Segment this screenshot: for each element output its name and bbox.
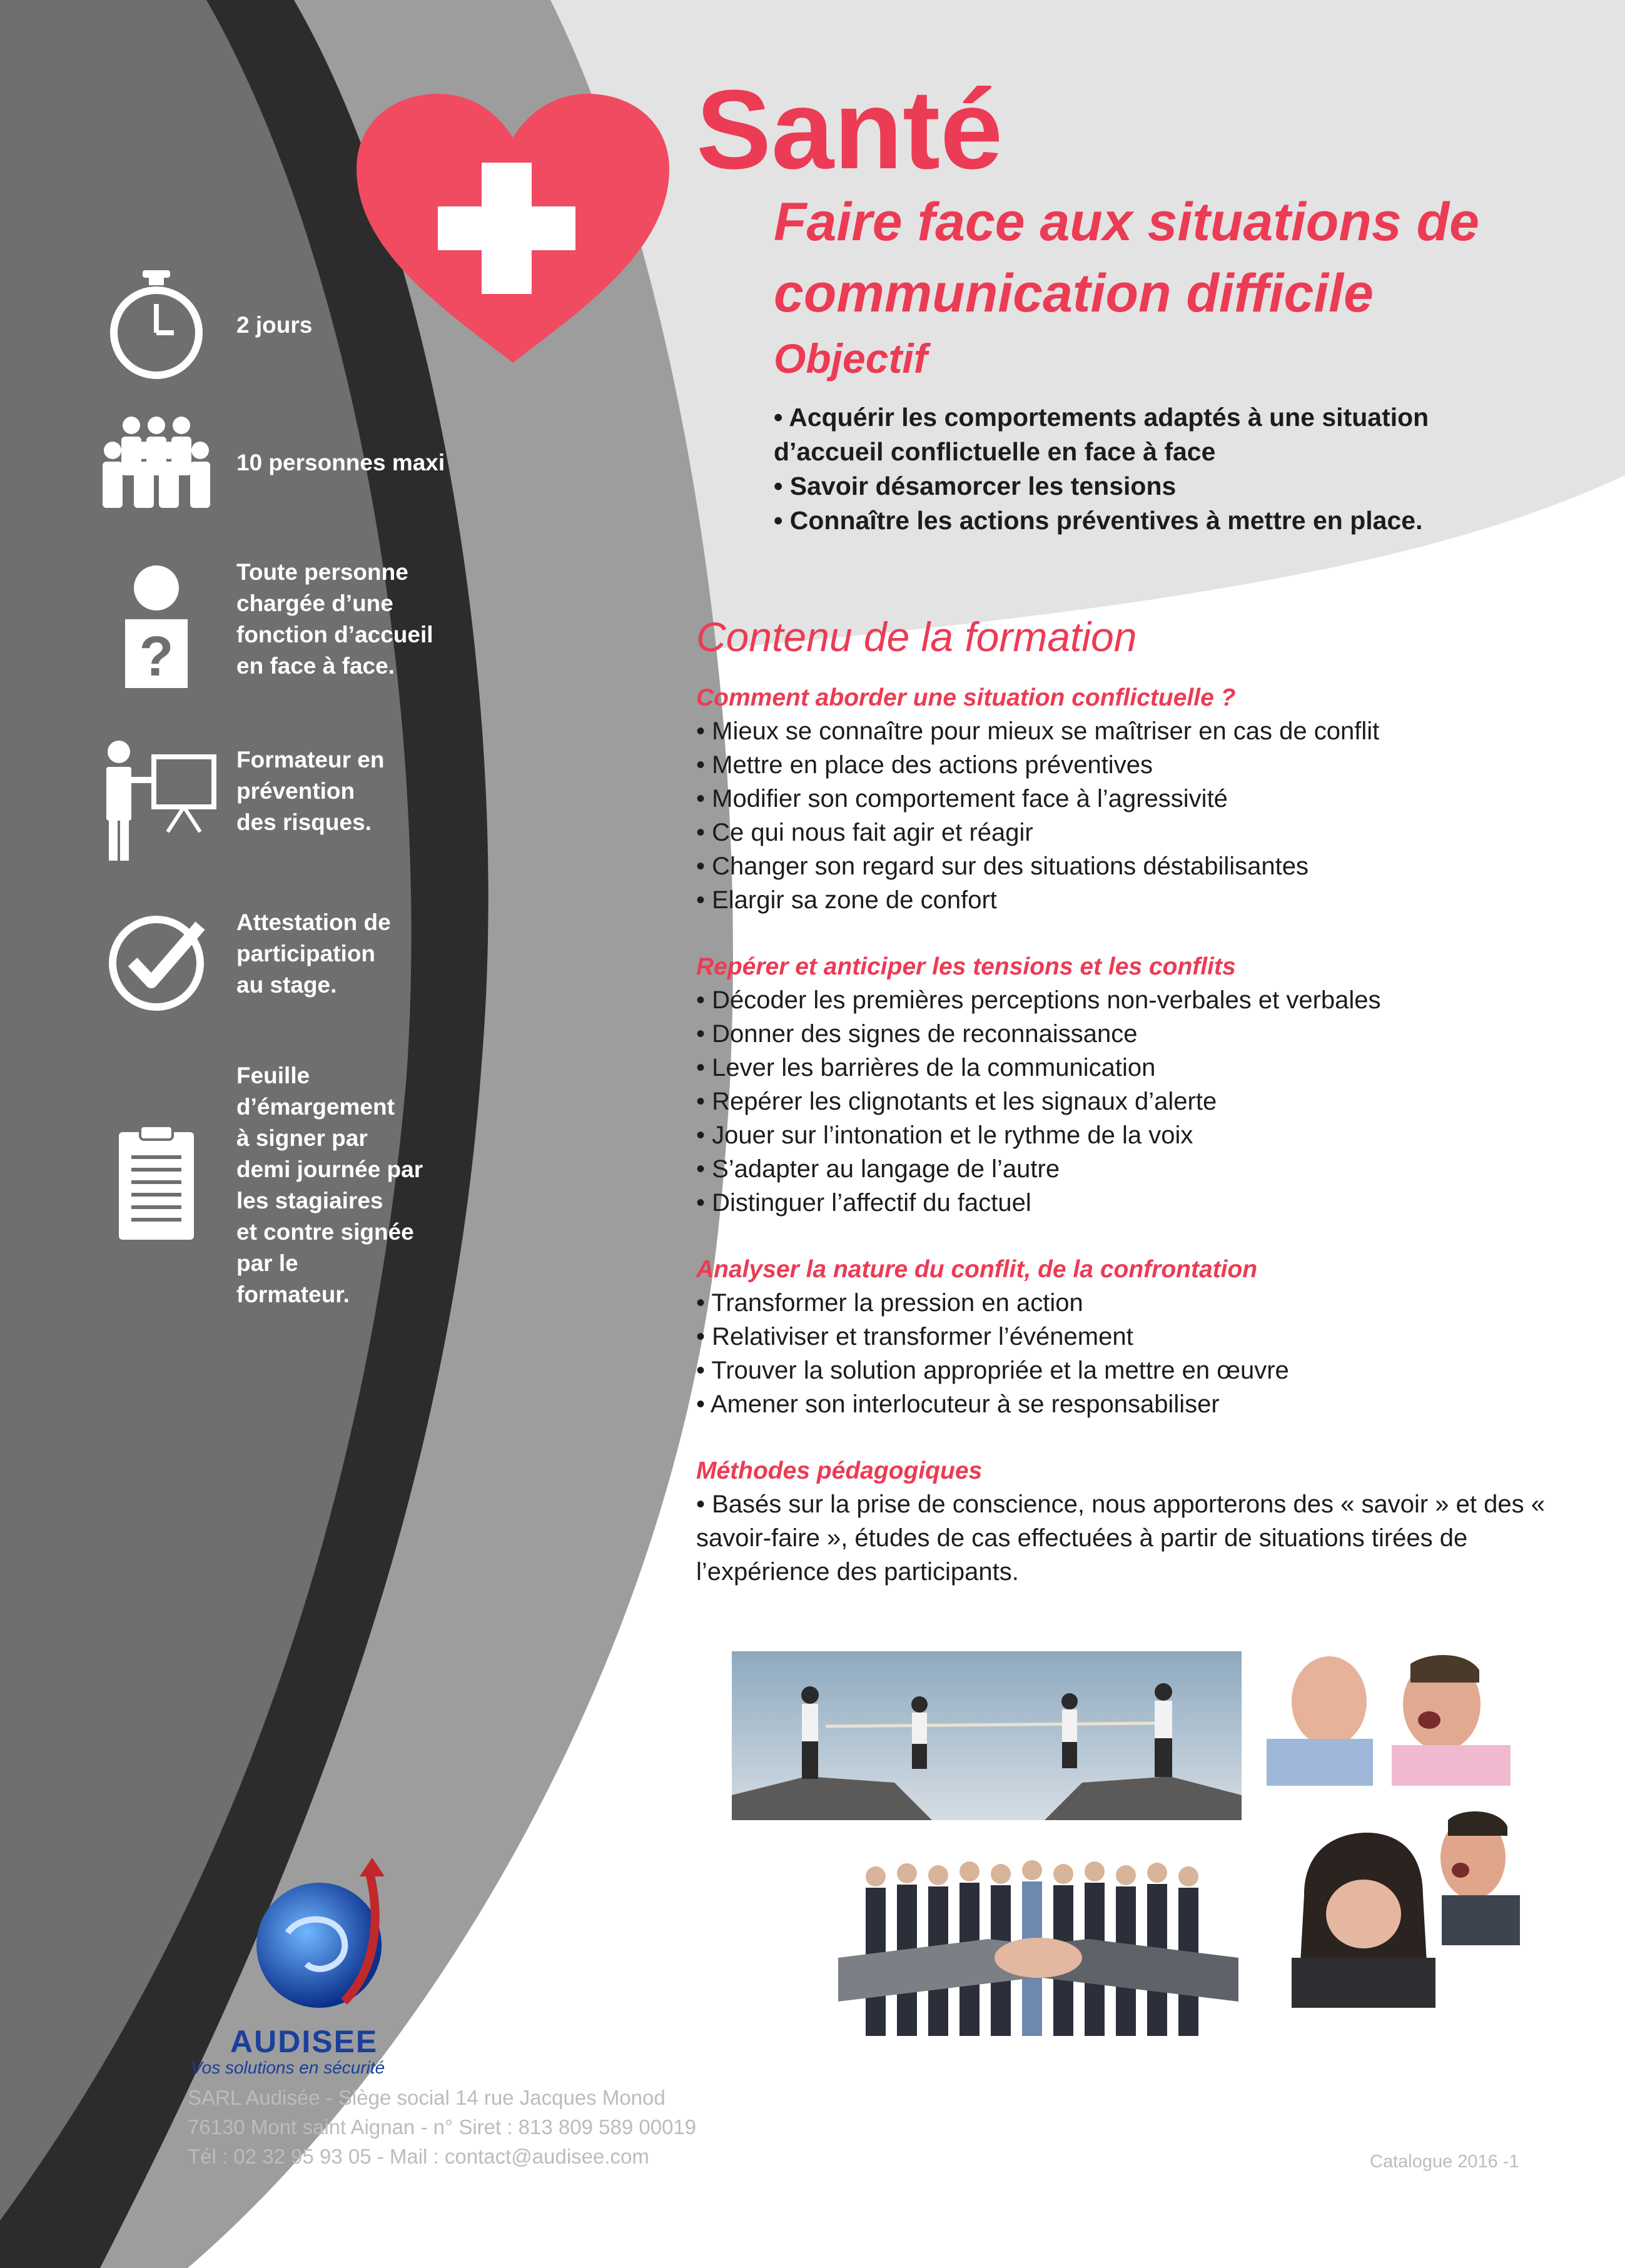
brand-tagline: Vos solutions en sécurité xyxy=(191,2058,385,2077)
content-heading: Contenu de la formation xyxy=(696,614,1137,660)
page-title: Santé xyxy=(696,67,1003,193)
brand-name: AUDISEE xyxy=(230,2024,378,2059)
attendance-text: Feuille d’émargement à signer par demi journée par les stagiaires et contre signée par le formateur. xyxy=(236,1063,423,1307)
list-item: • Jouer sur l’intonation et le rythme de la voix xyxy=(696,1121,1193,1149)
list-item: • Décoder les premières perceptions non-verbales et verbales xyxy=(696,986,1381,1014)
list-item: • Modifier son comportement face à l’agressivité xyxy=(696,785,1228,813)
section-heading: Analyser la nature du conflit, de la confrontation xyxy=(696,1256,1258,1283)
address-line: SARL Audisée - Siège social 14 rue Jacques Monod xyxy=(188,2086,666,2109)
list-item: • S’adapter au langage de l’autre xyxy=(696,1155,1060,1183)
duration-text: 2 jours xyxy=(236,312,313,338)
catalogue-reference: Catalogue 2016 -1 xyxy=(1370,2152,1519,2172)
list-item: • Lever les barrières de la communication xyxy=(696,1054,1156,1081)
list-item: • Relativiser et transformer l’événement xyxy=(696,1323,1133,1350)
contact-line: Tél : 02 32 95 93 05 - Mail : contact@audisee.com xyxy=(188,2145,649,2168)
certificate-text: Attestation de participation au stage. xyxy=(236,909,391,998)
objectives-list xyxy=(774,400,1499,538)
svg-text:?: ? xyxy=(139,625,174,688)
list-item: • Amener son interlocuteur à se responsabiliser xyxy=(696,1390,1220,1418)
group-icon xyxy=(94,400,219,525)
list-item: • Transformer la pression en action xyxy=(696,1289,1083,1317)
section-list xyxy=(696,714,1559,917)
objective-item: • Acquérir les comportements adaptés à une situation d’accueil conflictuelle en face à face xyxy=(774,403,1429,466)
section-list xyxy=(696,983,1559,1220)
distressed-woman-photo xyxy=(1267,1808,1520,2008)
handshake-team-photo xyxy=(838,1839,1238,2036)
list-item: • Mettre en place des actions préventives xyxy=(696,751,1153,779)
content-sections xyxy=(696,682,1559,1589)
objective-item: • Connaître les actions préventives à mettre en place. xyxy=(774,506,1423,535)
list-item: • Ce qui nous fait agir et réagir xyxy=(696,819,1033,846)
list-item: • Donner des signes de reconnaissance xyxy=(696,1020,1138,1048)
section-heading: Méthodes pédagogiques xyxy=(696,1457,983,1484)
objectif-heading: Objectif xyxy=(774,335,928,382)
tug-of-war-photo xyxy=(732,1651,1242,1820)
arguing-men-photo xyxy=(1242,1651,1520,1786)
address-line: 76130 Mont saint Aignan - n° Siret : 813 809 589 00019 xyxy=(188,2115,697,2139)
trainer-text: Formateur en prévention des risques. xyxy=(236,747,385,835)
checkmark-icon xyxy=(94,901,219,1026)
trainer-board-icon xyxy=(94,738,219,863)
list-item: • Distinguer l’affectif du factuel xyxy=(696,1189,1031,1217)
section-heading: Repérer et anticiper les tensions et les conflits xyxy=(696,953,1236,980)
audience-text: Toute personne chargée d’une fonction d’accueil en face à face. xyxy=(236,559,433,679)
section-list xyxy=(696,1286,1559,1421)
objective-item: • Savoir désamorcer les tensions xyxy=(774,472,1177,500)
page-subtitle: Faire face aux situations de communication difficile xyxy=(774,192,1479,323)
list-item: • Elargir sa zone de confort xyxy=(696,886,997,914)
clipboard-icon xyxy=(94,1120,219,1245)
capacity-text: 10 personnes maxi xyxy=(236,450,445,475)
audisee-globe-logo xyxy=(250,1858,400,2020)
list-item: • Repérer les clignotants et les signaux d’alerte xyxy=(696,1088,1217,1115)
list-item: • Mieux se connaître pour mieux se maîtriser en cas de conflit xyxy=(696,717,1380,745)
section-heading: Comment aborder une situation conflictuelle ? xyxy=(696,684,1236,711)
section-paragraph: • Basés sur la prise de conscience, nous apporterons des « savoir » et des « savoir-faire », études de cas effectuées à partir de situations tirées de l’expérience des participants. xyxy=(696,1491,1545,1586)
person-question-icon xyxy=(94,563,219,688)
stopwatch-icon xyxy=(94,263,219,388)
list-item: • Trouver la solution appropriée et la mettre en œuvre xyxy=(696,1357,1289,1384)
company-address xyxy=(188,2083,876,2171)
list-item: • Changer son regard sur des situations déstabilisantes xyxy=(696,853,1309,880)
